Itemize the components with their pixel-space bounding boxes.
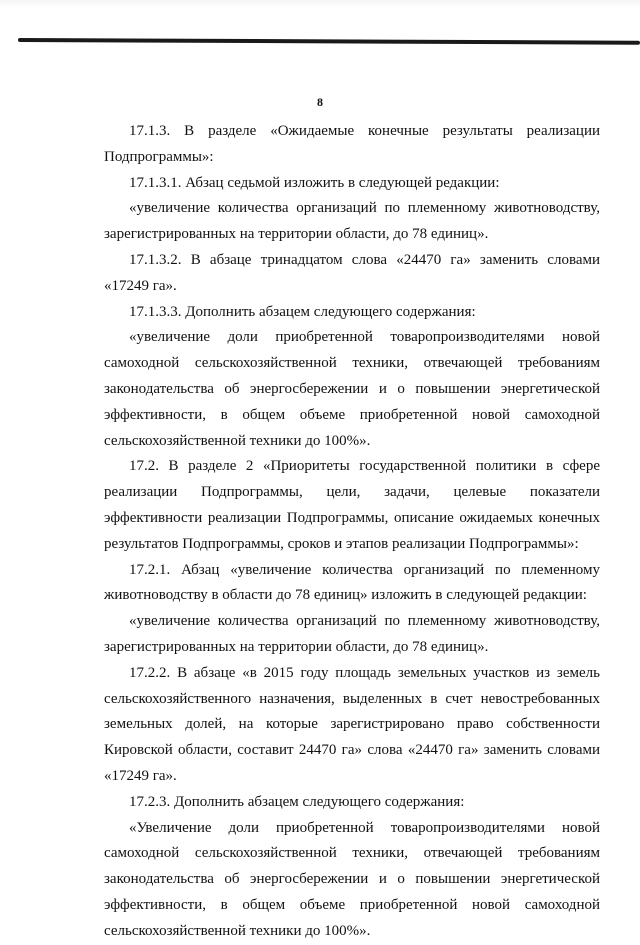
paragraph-quote-breeding-2: «увеличение количества организаций по племенному животноводству, зарегистрированных на территории области, до 78 единиц».	[104, 613, 600, 655]
paragraph-quote-machinery: «увеличение доли приобретенной товаропроизводителями новой самоходной сельскохозяйственной техники, отвечающей требованиям законодательства об энергосбережении и о повышении энергетической эффективности, в общем объеме приобретенной новой самоходной сельскохозяйственной техники до 100%».	[104, 329, 600, 449]
paragraph-quote-machinery-2: «Увеличение доли приобретенной товаропроизводителями новой самоходной сельскохозяйственной техники, отвечающей требованиям законодательства об энергосбережении и о повышении энергетической эффективности, в общем объеме приобретенной новой самоходной сельскохозяйственной техники до 100%».	[104, 819, 600, 939]
document-body	[104, 119, 600, 945]
scan-edge	[0, 0, 640, 8]
paragraph-17-2-3: 17.2.3. Дополнить абзацем следующего содержания:	[129, 793, 465, 810]
paragraph-17-1-3-2: 17.1.3.2. В абзаце тринадцатом слова «24470 га» заменить словами «17249 га».	[104, 251, 600, 294]
paragraph-17-2: 17.2. В разделе 2 «Приоритеты государственной политики в сфере реализации Подпрограммы, цели, задачи, целевые показатели эффективности реализации Подпрограммы, описание ожидаемых конечных результатов Подпрограммы, сроков и этапов реализации Подпрограммы»:	[104, 458, 600, 552]
page-number: 8	[317, 95, 323, 109]
paragraph-17-1-3-1: 17.1.3.1. Абзац седьмой изложить в следующей редакции:	[129, 174, 500, 191]
top-rule	[18, 38, 640, 45]
paragraph-17-2-1: 17.2.1. Абзац «увеличение количества организаций по племенному животноводству в области до 78 единиц» изложить в следующей редакции:	[104, 561, 600, 604]
paragraph-17-1-3: 17.1.3. В разделе «Ожидаемые конечные результаты реализации Подпрограммы»:	[104, 123, 600, 165]
paragraph-quote-breeding: «увеличение количества организаций по племенному животноводству, зарегистрированных на территории области, до 78 единиц».	[104, 200, 600, 243]
paragraph-17-2-2: 17.2.2. В абзаце «в 2015 году площадь земельных участков из земель сельскохозяйственного назначения, выделенных в счет невостребованных земельных долей, на которые зарегистрировано право собственности Кировской области, составит 24470 га» слова «24470 га» заменить словами «17249 га».	[104, 664, 600, 784]
paragraph-17-1-3-3: 17.1.3.3. Дополнить абзацем следующего содержания:	[129, 303, 476, 320]
